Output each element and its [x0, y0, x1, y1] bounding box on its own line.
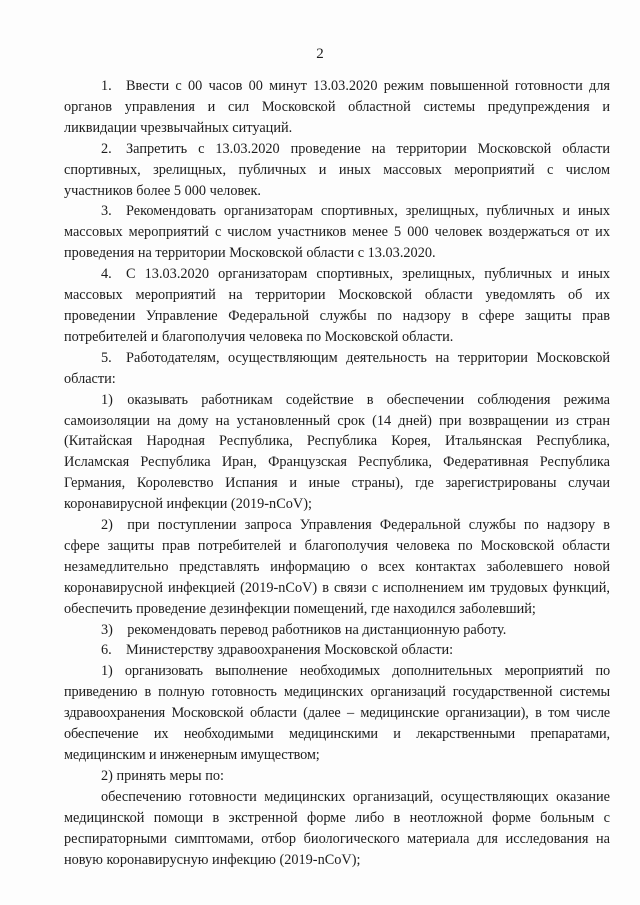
paragraph-item-5-sub-2: 2) при поступлении запроса Управления Федеральной службы по надзору в сфере защиты прав потребителей и благополучия человека по Московской области незамедлительно представлять информацию о всех контактах заболевшего новой коронавирусной инфекцией (2019-nCoV) в связи с исполнением им трудовых функций, обеспечить проведение дезинфекции помещений, где находился заболевший;	[64, 517, 610, 617]
page-number: 2	[316, 46, 324, 62]
document-body	[64, 76, 610, 870]
paragraph-item-4: 4. С 13.03.2020 организаторам спортивных, зрелищных, публичных и иных массовых мероприятий на территории Московской области уведомлять об их проведении Управление Федеральной службы по надзору в сфере защиты прав потребителей и благополучия человека по Московской области.	[64, 266, 610, 345]
paragraph-item-6-sub-1: 1) организовать выполнение необходимых дополнительных мероприятий по приведению в полную готовность медицинских организаций государственной системы здравоохранения Московской области (далее – медицинские организации), в том числе обеспечение их необходимыми медицинскими и лекарственными препаратами, медицинским и инженерным имуществом;	[64, 663, 610, 763]
paragraph-item-6-sub-2-text: обеспечению готовности медицинских организаций, осуществляющих оказание медицинской помощи в экстренной форме либо в неотложной форме больным с респираторными симптомами, отбор биологического материала для исследования на новую коронавирусную инфекцию (2019-nCoV);	[64, 788, 610, 868]
paragraph-item-5-sub-1: 1) оказывать работникам содействие в обеспечении соблюдения режима самоизоляции на дому на установленный срок (14 дней) при возвращении из стран (Китайская Народная Республика, Республика Корея, Итальянская Республика, Исламская Республика Иран, Французская Республика, Федеративная Республика Германия, Королевство Испания и иные страны), где зарегистрированы случаи коронавирусной инфекции (2019-nCoV);	[64, 391, 610, 513]
paragraph-item-5-sub-3: 3) рекомендовать перевод работников на дистанционную работу.	[101, 621, 507, 638]
paragraph-item-5: 5. Работодателям, осуществляющим деятельность на территории Московской области:	[64, 349, 610, 387]
paragraph-item-6-sub-2: 2) принять меры по:	[101, 767, 224, 784]
paragraph-item-3: 3. Рекомендовать организаторам спортивных, зрелищных, публичных и иных массовых мероприятий с числом участников менее 5 000 человек воздержаться от их проведения на территории Московской области с 13.03.2020.	[64, 203, 610, 262]
paragraph-item-2: 2. Запретить с 13.03.2020 проведение на территории Московской области спортивных, зрелищных, публичных и иных массовых мероприятий с числом участников более 5 000 человек.	[64, 140, 610, 199]
paragraph-item-1: 1. Ввести с 00 часов 00 минут 13.03.2020 режим повышенной готовности для органов управления и сил Московской областной системы предупреждения и ликвидации чрезвычайных ситуаций.	[64, 78, 610, 136]
paragraph-item-6: 6. Министерству здравоохранения Московской области:	[101, 642, 454, 659]
